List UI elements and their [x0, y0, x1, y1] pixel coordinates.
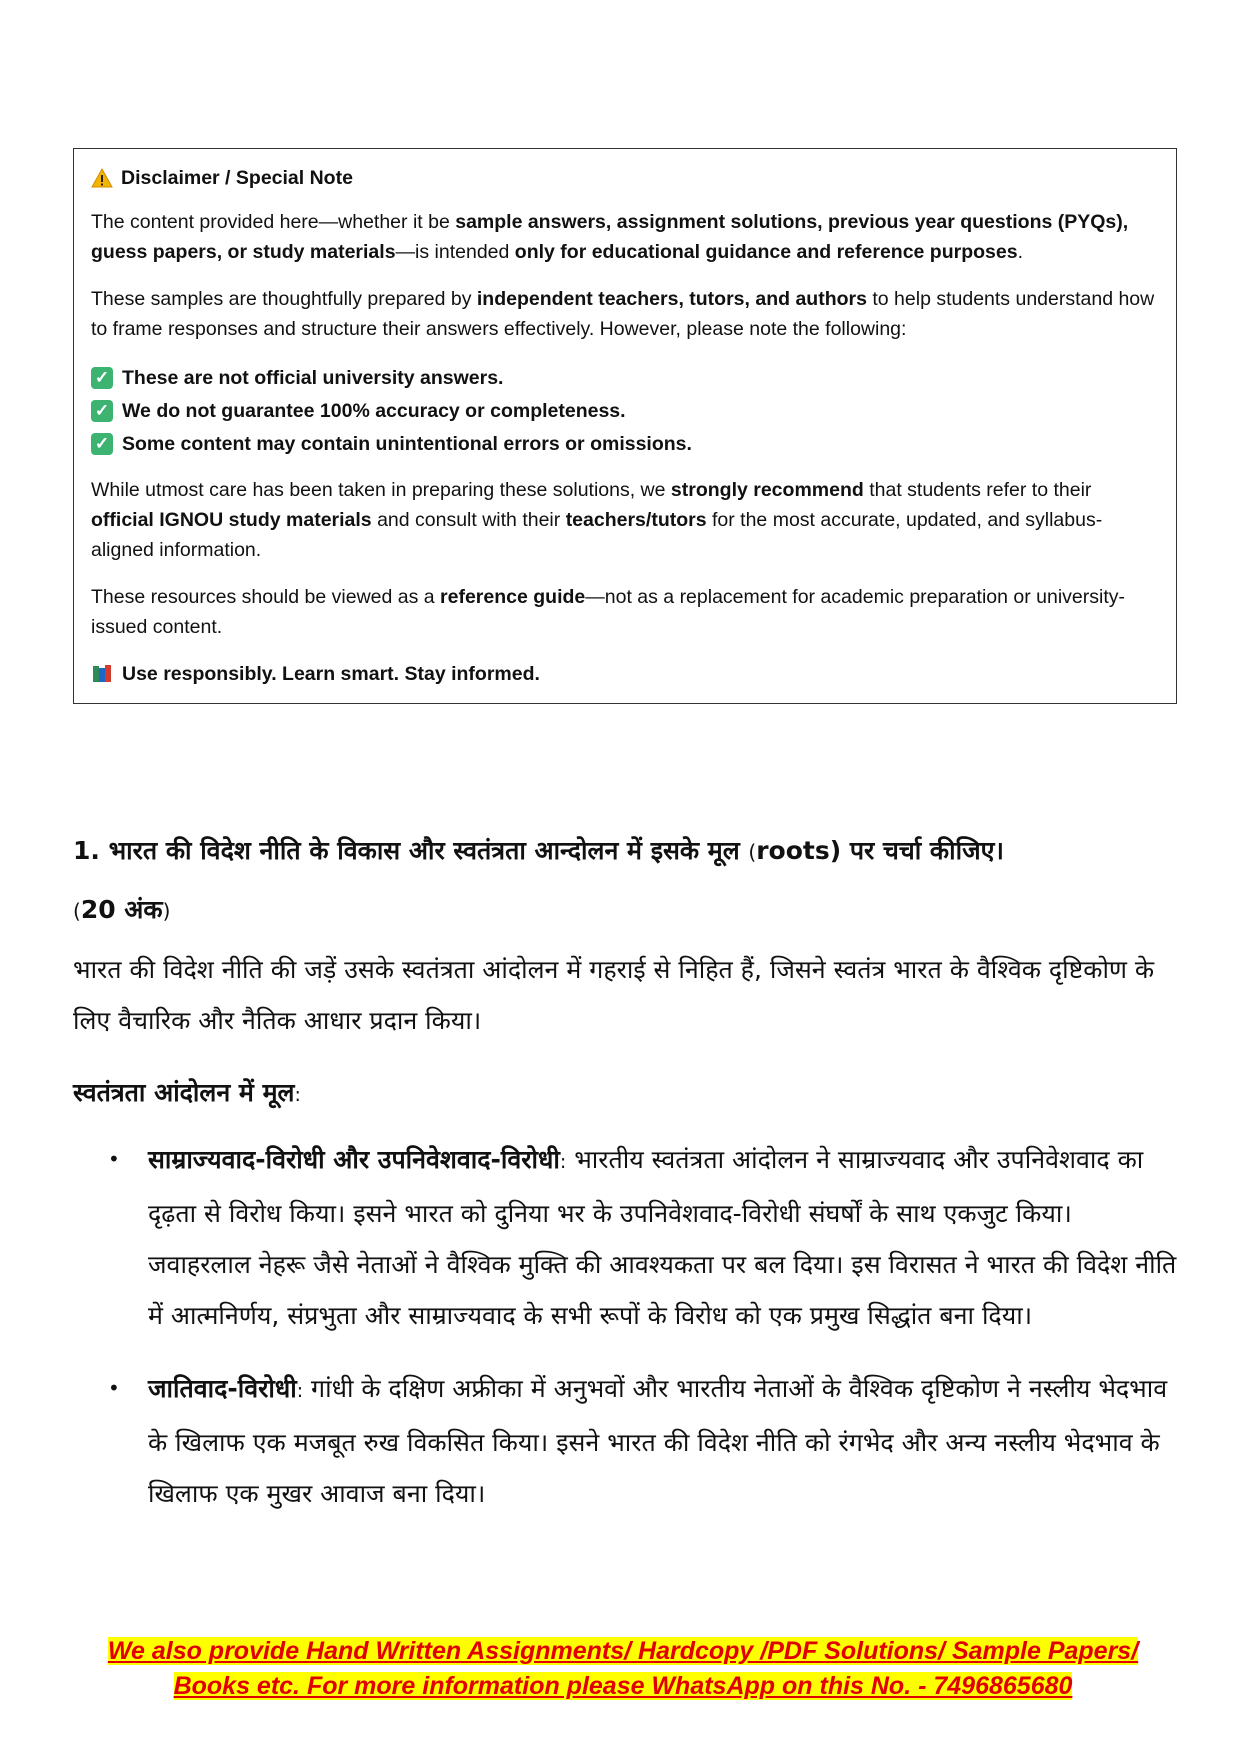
bullet-icon: • [108, 1147, 120, 1171]
disclaimer-title [91, 163, 1159, 193]
bullet-icon: • [108, 1376, 120, 1400]
disclaimer-paragraph-4: These resources should be viewed as a reference guide—not as a replacement for academic preparation or university-issued content. [91, 586, 1126, 638]
list-item: • जातिवाद-विरोधी: गांधी के दक्षिण अफ्रीका में अनुभवों और भारतीय नेताओं के वैश्विक दृष्टिकोण ने नस्लीय भेदभाव के खिलाफ एक मजबूत रुख विकसित किया। इसने भारत की विदेश नीति को रंगभेद और अन्य नस्लीय भेदभाव के खिलाफ एक मुखर आवाज बना दिया। [108, 1363, 1178, 1519]
disclaimer-box [73, 148, 1177, 704]
warning-icon [91, 168, 113, 188]
checklist-item: ✓ These are not official university answers. [91, 361, 1159, 394]
check-mark-icon: ✓ [91, 433, 113, 455]
disclaimer-checklist [91, 361, 1159, 460]
bullet-list [108, 1134, 1178, 1541]
check-mark-icon: ✓ [91, 367, 113, 389]
disclaimer-paragraph-3: While utmost care has been taken in preparing these solutions, we strongly recommend that students refer to their official IGNOU study materials and consult with their teachers/tutors for the most accurate, updated, and syllabus-aligned information. [91, 479, 1103, 561]
checklist-item: ✓ We do not guarantee 100% accuracy or completeness. [91, 394, 1159, 427]
disclaimer-paragraph-1: The content provided here—whether it be sample answers, assignment solutions, previous year questions (PYQs), guess papers, or study materials—is intended only for educational guidance and reference purposes. [91, 211, 1129, 263]
section-subheading: स्वतंत्रता आंदोलन में मूल: [73, 1078, 301, 1107]
promo-banner [73, 1634, 1173, 1704]
question-heading: 1. भारत की विदेश नीति के विकास और स्वतंत्रता आन्दोलन में इसके मूल (roots) पर चर्चा कीजिए। (20 अंक) [73, 836, 1004, 924]
promo-line-1: We also provide Hand Written Assignments/ Hardcopy /PDF Solutions/ Sample Papers/ [107, 1637, 1139, 1665]
disclaimer-title-text: Disclaimer / Special Note [121, 167, 353, 189]
list-item: • साम्राज्यवाद-विरोधी और उपनिवेशवाद-विरोधी: भारतीय स्वतंत्रता आंदोलन ने साम्राज्यवाद और उपनिवेशवाद का दृढ़ता से विरोध किया। इसने भारत को दुनिया भर के उपनिवेशवाद-विरोधी संघर्षों के साथ एकजुट किया। जवाहरलाल नेहरू जैसे नेताओं ने वैश्विक मुक्ति की आवश्यकता पर बल दिया। इस विरासत ने भारत की विदेश नीति में आत्मनिर्णय, संप्रभुता और साम्राज्यवाद के सभी रूपों के विरोध को एक प्रमुख सिद्धांत बना दिया। [108, 1134, 1178, 1341]
check-mark-icon: ✓ [91, 400, 113, 422]
intro-paragraph: भारत की विदेश नीति की जड़ें उसके स्वतंत्रता आंदोलन में गहराई से निहित हैं, जिसने स्वतंत्र भारत के वैश्विक दृष्टिकोण के लिए वैचारिक और नैतिक आधार प्रदान किया। [73, 955, 1155, 1035]
books-icon [91, 664, 113, 684]
disclaimer-footer: Use responsibly. Learn smart. Stay informed. [91, 659, 1159, 689]
promo-line-2: Books etc. For more information please WhatsApp on this No. - 7496865680 [173, 1672, 1073, 1700]
checklist-item: ✓ Some content may contain unintentional errors or omissions. [91, 427, 1159, 460]
disclaimer-paragraph-2: These samples are thoughtfully prepared by independent teachers, tutors, and authors to help students understand how to frame responses and structure their answers effectively. However, please note the following: [91, 288, 1155, 340]
